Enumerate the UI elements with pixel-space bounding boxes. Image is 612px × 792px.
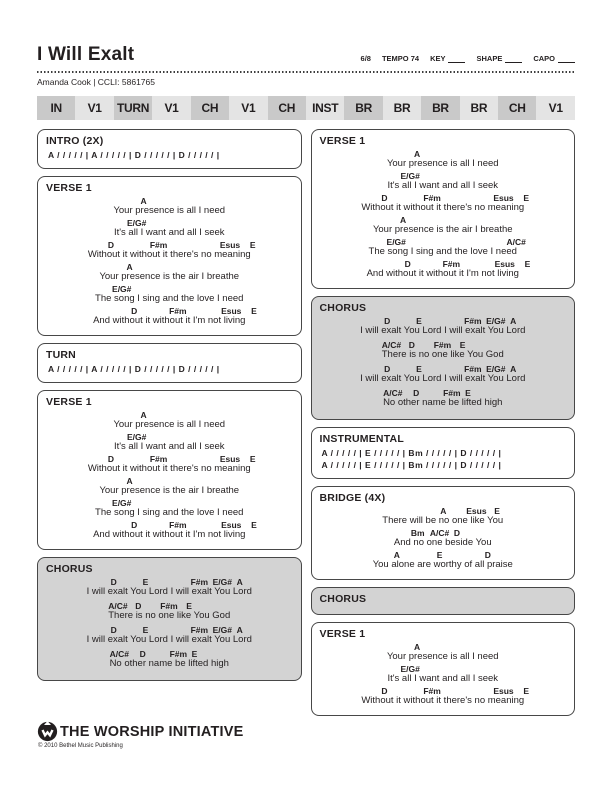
meta-6-8 xyxy=(361,54,371,63)
section-title: INSTRUMENTAL xyxy=(319,433,404,445)
section-title: CHORUS xyxy=(319,593,367,605)
brand-name: THE WORSHIP INITIATIVE xyxy=(60,723,244,740)
meta-label: TEMPO 74 xyxy=(381,54,420,63)
chord-symbol: A xyxy=(510,316,517,326)
lyric-text: Without it without it there's no meaning xyxy=(361,695,525,706)
chord-row xyxy=(383,389,502,398)
chord-symbol: E xyxy=(494,506,500,516)
chord-progression-line: A / / / / / | A / / / / / | D / / / / / | D / / / / / | xyxy=(48,364,220,374)
chord-symbol: A/C# xyxy=(383,388,403,398)
chord-symbol: E xyxy=(251,520,257,530)
sequence-item-in-0: IN xyxy=(37,96,75,120)
chord-symbol: A xyxy=(236,625,243,635)
chord-row xyxy=(387,150,499,159)
chord-symbol: Esus xyxy=(494,259,515,269)
chord-row xyxy=(387,172,498,181)
lyric-line xyxy=(46,650,293,671)
lyric-text: And without it without it I'm not living xyxy=(366,268,519,279)
chord-symbol: A/C# xyxy=(506,237,526,247)
chord-row xyxy=(382,341,504,350)
chord-symbol: A xyxy=(510,364,517,374)
lyric-line xyxy=(46,285,293,306)
chord-symbol: Esus xyxy=(221,306,242,316)
chord-symbol: E/G# xyxy=(126,218,147,228)
chord-row xyxy=(387,643,499,652)
chord-row xyxy=(387,665,498,674)
chord-symbol: A xyxy=(140,410,147,420)
chord-row xyxy=(361,686,529,696)
chord-symbol: Bm xyxy=(410,528,425,538)
lyric-text: Your presence is all I need xyxy=(386,158,499,169)
fill-in-blank-line xyxy=(505,56,522,63)
section-verse-1 xyxy=(37,176,302,336)
sequence-item-v1-3: V1 xyxy=(152,96,190,120)
chord-symbol: E xyxy=(465,388,471,398)
chord-symbol: E/G# xyxy=(400,664,420,674)
lyric-line xyxy=(320,687,567,708)
chord-row xyxy=(88,454,256,464)
lyric-text: Your presence is all I need xyxy=(386,651,499,662)
lyric-line xyxy=(320,389,567,410)
chord-symbol: A xyxy=(236,577,243,587)
section-verse-1 xyxy=(37,390,302,550)
chord-row xyxy=(110,650,229,659)
sequence-item-br-8: BR xyxy=(344,96,382,120)
section-bridge-4x xyxy=(311,486,576,580)
chord-row xyxy=(360,365,525,374)
lyric-line xyxy=(46,307,293,328)
meta-label: SHAPE xyxy=(476,54,503,63)
chord-row xyxy=(113,411,225,420)
chord-symbol: D xyxy=(107,454,114,464)
chord-symbol: A xyxy=(399,215,407,225)
chord-symbol: E xyxy=(186,601,192,611)
chord-symbol: F#m xyxy=(169,520,187,530)
meta-capo xyxy=(533,54,575,63)
header xyxy=(37,0,575,66)
chord-symbol: A/C# xyxy=(429,528,450,538)
lyric-text: Your presence is all I need xyxy=(113,205,226,216)
chord-symbol: E xyxy=(436,550,443,560)
chord-symbol: A xyxy=(440,506,447,516)
chord-symbol: Esus xyxy=(221,520,242,530)
chord-row xyxy=(87,578,252,587)
chord-symbol: A/C# xyxy=(108,601,128,611)
chord-symbol: D xyxy=(107,240,114,250)
chord-row xyxy=(394,529,492,538)
meta-label: 6/8 xyxy=(360,54,371,63)
meta-key xyxy=(430,54,465,63)
chord-symbol: E xyxy=(523,193,529,203)
chord-symbol: A xyxy=(393,550,400,560)
song-sequence-bar xyxy=(37,96,575,120)
chord-symbol: D xyxy=(131,520,138,530)
chord-symbol: E xyxy=(416,316,422,326)
chord-symbol: D xyxy=(381,193,388,203)
lyric-text: It's all I want and all I seek xyxy=(113,441,225,452)
lyric-line xyxy=(320,643,567,664)
lyric-line xyxy=(46,499,293,520)
lyric-line xyxy=(46,455,293,476)
chord-symbol: E/G# xyxy=(212,577,232,587)
lyric-text: And no one beside You xyxy=(393,537,492,548)
lyric-line xyxy=(320,238,567,259)
lyric-line xyxy=(320,341,567,362)
chord-symbol: D xyxy=(131,306,138,316)
lyric-line xyxy=(320,260,567,281)
lyric-line xyxy=(320,172,567,193)
chord-symbol: D xyxy=(413,388,420,398)
sequence-item-turn-2: TURN xyxy=(114,96,152,120)
chord-row xyxy=(373,216,513,225)
lyric-line xyxy=(46,477,293,498)
lyric-text: And without it without it I'm not living xyxy=(93,529,246,540)
chord-symbol: E xyxy=(191,649,198,659)
lyric-line xyxy=(320,529,567,550)
chord-row xyxy=(93,520,257,530)
chord-row xyxy=(87,626,252,635)
chord-symbol: F#m xyxy=(443,388,461,398)
chord-symbol: Esus xyxy=(219,454,241,464)
section-title: CHORUS xyxy=(46,563,93,575)
lyric-line xyxy=(46,626,293,647)
section-title: VERSE 1 xyxy=(319,628,366,640)
lyric-text: It's all I want and all I seek xyxy=(387,673,499,684)
dotted-divider xyxy=(37,71,575,73)
chord-symbol: F#m xyxy=(149,454,168,464)
lyric-line xyxy=(46,411,293,432)
chord-row xyxy=(361,193,529,203)
section-instrumental xyxy=(311,427,576,479)
lyric-line xyxy=(320,507,567,528)
chord-symbol: A/C# xyxy=(381,340,402,350)
chord-symbol: Esus xyxy=(466,506,487,516)
chord-symbol: E xyxy=(249,454,256,464)
chart-columns xyxy=(37,129,575,716)
chord-symbol: A xyxy=(126,476,133,486)
chord-row xyxy=(369,237,526,247)
chord-progression-line: A / / / / / | E / / / / / | Bm / / / / / | D / / / / / | xyxy=(321,460,502,470)
meta-label: CAPO xyxy=(533,54,555,63)
chord-row xyxy=(88,240,256,250)
lyric-text: Without it without it there's no meaning xyxy=(87,249,251,260)
chord-symbol: E xyxy=(249,240,256,250)
lyric-line xyxy=(46,602,293,623)
lyric-text: Your presence is the air I breathe xyxy=(99,485,240,496)
lyric-text: It's all I want and all I seek xyxy=(387,180,499,191)
section-chorus xyxy=(37,557,302,681)
section-verse-1 xyxy=(311,129,576,289)
lyric-line xyxy=(46,197,293,218)
chord-row xyxy=(382,507,503,516)
sequence-item-v1-5: V1 xyxy=(229,96,267,120)
chord-symbol: A xyxy=(126,262,133,272)
chord-row xyxy=(373,551,513,560)
chord-row xyxy=(93,306,257,316)
lyric-text: The song I sing and the love I need xyxy=(368,246,517,257)
chord-row xyxy=(95,499,243,508)
left-column xyxy=(37,129,302,681)
chord-symbol: D xyxy=(384,316,391,326)
lyric-text: No other name be lifted high xyxy=(383,397,503,408)
chord-row xyxy=(360,317,525,326)
lyric-text: There is no one like You God xyxy=(381,349,504,360)
copyright-text: © 2010 Bethel Music Publishing xyxy=(38,743,123,749)
sequence-item-br-10: BR xyxy=(421,96,459,120)
sequence-item-v1-1: V1 xyxy=(75,96,113,120)
chord-symbol: E/G# xyxy=(386,237,406,247)
sequence-item-v1-13: V1 xyxy=(536,96,574,120)
chord-row xyxy=(114,433,225,442)
chord-symbol: E/G# xyxy=(486,364,506,374)
lyric-line xyxy=(46,263,293,284)
chord-symbol: E/G# xyxy=(112,498,132,508)
lyric-text: I will exalt You Lord I will exalt You Lord xyxy=(360,373,526,384)
chord-symbol: F#m xyxy=(169,306,187,316)
lyric-text: I will exalt You Lord I will exalt You Lord xyxy=(86,634,252,645)
fill-in-blank-line xyxy=(448,56,465,63)
section-title: VERSE 1 xyxy=(319,135,366,147)
chord-row xyxy=(114,219,225,228)
lyric-text: There is no one like You God xyxy=(108,610,231,621)
section-title: VERSE 1 xyxy=(46,396,92,408)
chord-symbol: E xyxy=(142,625,149,635)
chord-symbol: D xyxy=(408,340,415,350)
chord-symbol: A xyxy=(140,196,147,206)
sequence-item-br-11: BR xyxy=(460,96,498,120)
chord-symbol: E/G# xyxy=(486,316,506,326)
section-turn xyxy=(37,343,302,383)
song-meta xyxy=(361,54,575,66)
sequence-item-ch-12: CH xyxy=(498,96,536,120)
lyric-line xyxy=(46,219,293,240)
section-title: VERSE 1 xyxy=(46,182,92,194)
chord-symbol: D xyxy=(453,528,461,538)
lyric-line xyxy=(320,216,567,237)
lyric-text: I will exalt You Lord I will exalt You Lord xyxy=(360,325,526,336)
sequence-item-inst-7: INST xyxy=(306,96,344,120)
lyric-text: The song I sing and the love I need xyxy=(95,293,244,304)
chord-progression-line: A / / / / / | E / / / / / | Bm / / / / / | D / / / / / | xyxy=(321,448,502,458)
lyric-text: Your presence is the air I breathe xyxy=(99,271,240,282)
section-title: CHORUS xyxy=(319,302,367,314)
chord-row xyxy=(108,602,230,611)
chord-symbol: D xyxy=(404,259,411,269)
lyric-text: No other name be lifted high xyxy=(109,658,229,669)
sequence-item-ch-4: CH xyxy=(191,96,229,120)
chord-symbol: E xyxy=(251,306,257,316)
chord-symbol: D xyxy=(381,686,388,696)
chord-symbol: E/G# xyxy=(400,171,420,181)
chord-progression-line: A / / / / / | A / / / / / | D / / / / / | D / / / / / | xyxy=(48,150,220,160)
chord-symbol: E xyxy=(524,259,531,269)
lyric-line xyxy=(46,433,293,454)
lyric-line xyxy=(320,317,567,338)
chord-symbol: Esus xyxy=(493,686,514,696)
section-chorus xyxy=(311,296,576,420)
lyric-line xyxy=(320,665,567,686)
lyric-text: And without it without it I'm not living xyxy=(93,315,246,326)
chord-symbol: A xyxy=(413,642,421,652)
lyric-text: You alone are worthy of all praise xyxy=(372,559,513,570)
worship-initiative-logo-icon xyxy=(37,721,58,742)
chord-symbol: D xyxy=(384,364,391,374)
chord-symbol: F#m xyxy=(190,625,209,635)
lyric-text: Without it without it there's no meaning xyxy=(361,202,525,213)
sequence-item-ch-6: CH xyxy=(268,96,306,120)
lyric-text: There will be no one like You xyxy=(382,515,504,526)
lyric-text: I will exalt You Lord I will exalt You Lord xyxy=(86,586,252,597)
chord-symbol: E/G# xyxy=(126,432,147,442)
chord-symbol: E xyxy=(523,686,529,696)
chord-symbol: D xyxy=(135,601,142,611)
chord-symbol: F#m xyxy=(160,601,178,611)
chord-symbol: F#m xyxy=(433,340,452,350)
chord-row xyxy=(113,197,225,206)
song-title: I Will Exalt xyxy=(37,44,135,65)
chord-row xyxy=(99,477,239,486)
chord-symbol: E xyxy=(416,364,422,374)
lyric-text: Your presence is the air I breathe xyxy=(372,224,513,235)
lyric-line xyxy=(320,365,567,386)
chord-symbol: Esus xyxy=(493,193,514,203)
chord-symbol: D xyxy=(110,577,117,587)
section-title: TURN xyxy=(46,349,76,361)
section-title: INTRO (2X) xyxy=(46,135,104,147)
lyric-text: Your presence is all I need xyxy=(113,419,226,430)
chord-symbol: F#m xyxy=(464,316,482,326)
lyric-line xyxy=(46,241,293,262)
lyric-text: It's all I want and all I seek xyxy=(113,227,225,238)
footer xyxy=(37,721,244,749)
chord-symbol: A xyxy=(413,149,421,159)
chord-symbol: Esus xyxy=(219,240,241,250)
chord-symbol: F#m xyxy=(423,193,441,203)
chord-symbol: F#m xyxy=(149,240,168,250)
chord-symbol: E/G# xyxy=(212,625,232,635)
section-title: BRIDGE (4X) xyxy=(319,492,386,504)
chord-symbol: F#m xyxy=(464,364,482,374)
chord-symbol: E/G# xyxy=(112,284,132,294)
chord-symbol: F#m xyxy=(169,649,188,659)
section-chorus xyxy=(311,587,576,615)
meta-label: KEY xyxy=(430,54,446,63)
lyric-line xyxy=(46,521,293,542)
lyric-line xyxy=(320,551,567,572)
chord-symbol: E xyxy=(142,577,149,587)
right-column xyxy=(311,129,576,716)
chord-row xyxy=(95,285,243,294)
sequence-item-br-9: BR xyxy=(383,96,421,120)
chord-symbol: D xyxy=(139,649,146,659)
lyric-text: Without it without it there's no meaning xyxy=(87,463,251,474)
chord-row xyxy=(99,263,239,272)
lyric-line xyxy=(46,578,293,599)
meta-shape xyxy=(476,54,522,63)
artist-byline: Amanda Cook | CCLI: 5861765 xyxy=(37,77,155,87)
meta-tempo-74 xyxy=(382,54,419,63)
chord-symbol: F#m xyxy=(423,686,441,696)
chord-symbol: A/C# xyxy=(109,649,129,659)
section-verse-1 xyxy=(311,622,576,716)
chord-symbol: F#m xyxy=(442,259,461,269)
chord-row xyxy=(367,259,531,269)
chord-symbol: F#m xyxy=(190,577,209,587)
chord-symbol: D xyxy=(484,550,491,560)
lyric-line xyxy=(320,194,567,215)
chord-symbol: D xyxy=(110,625,117,635)
lyric-text: The song I sing and the love I need xyxy=(95,507,244,518)
lyric-line xyxy=(320,150,567,171)
chord-symbol: E xyxy=(459,340,466,350)
section-intro-2x xyxy=(37,129,302,169)
fill-in-blank-line xyxy=(558,56,575,63)
